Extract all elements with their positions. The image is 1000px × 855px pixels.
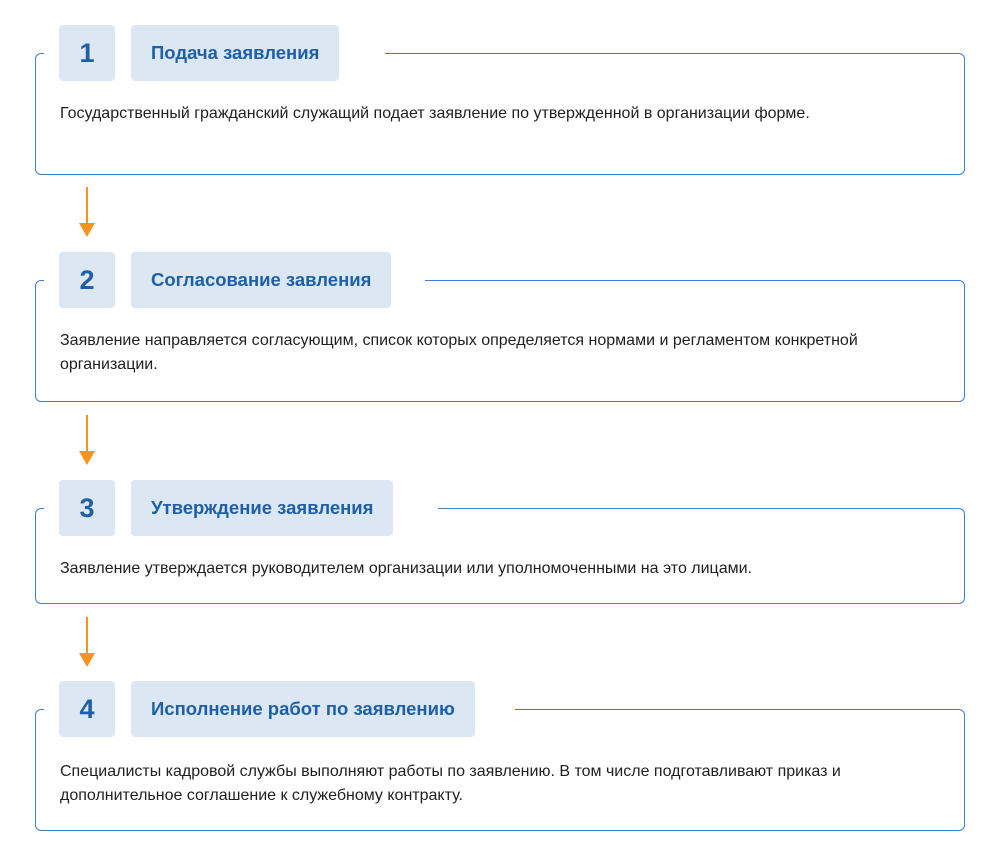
step-1-title: Подача заявления — [131, 25, 339, 81]
step-2-number: 2 — [59, 252, 115, 308]
arrow-head — [79, 223, 95, 237]
arrow-head — [79, 451, 95, 465]
step-4-number: 4 — [59, 681, 115, 737]
step-3-title: Утверждение заявления — [131, 480, 393, 536]
step-2-title: Согласование завления — [131, 252, 391, 308]
arrow-shaft — [86, 415, 88, 455]
arrow-head — [79, 653, 95, 667]
arrow-shaft — [86, 187, 88, 227]
step-4-description: Специалисты кадровой службы выполняют работы по заявлению. В том числе подготавливают приказ и дополнительное соглашение к служебному контракту. — [60, 763, 841, 804]
arrow-2-to-3 — [79, 415, 95, 465]
step-1-description: Государственный гражданский служащий подает заявление по утвержденной в организации форме. — [60, 105, 810, 122]
arrow-1-to-2 — [79, 187, 95, 237]
step-4-title: Исполнение работ по заявлению — [131, 681, 475, 737]
step-3-description: Заявление утверждается руководителем организации или уполномоченными на это лицами. — [60, 560, 752, 577]
arrow-shaft — [86, 617, 88, 657]
step-2-description: Заявление направляется согласующим, список которых определяется нормами и регламентом конкретной организации. — [60, 332, 858, 373]
step-1-number: 1 — [59, 25, 115, 81]
step-3-number: 3 — [59, 480, 115, 536]
arrow-3-to-4 — [79, 617, 95, 667]
